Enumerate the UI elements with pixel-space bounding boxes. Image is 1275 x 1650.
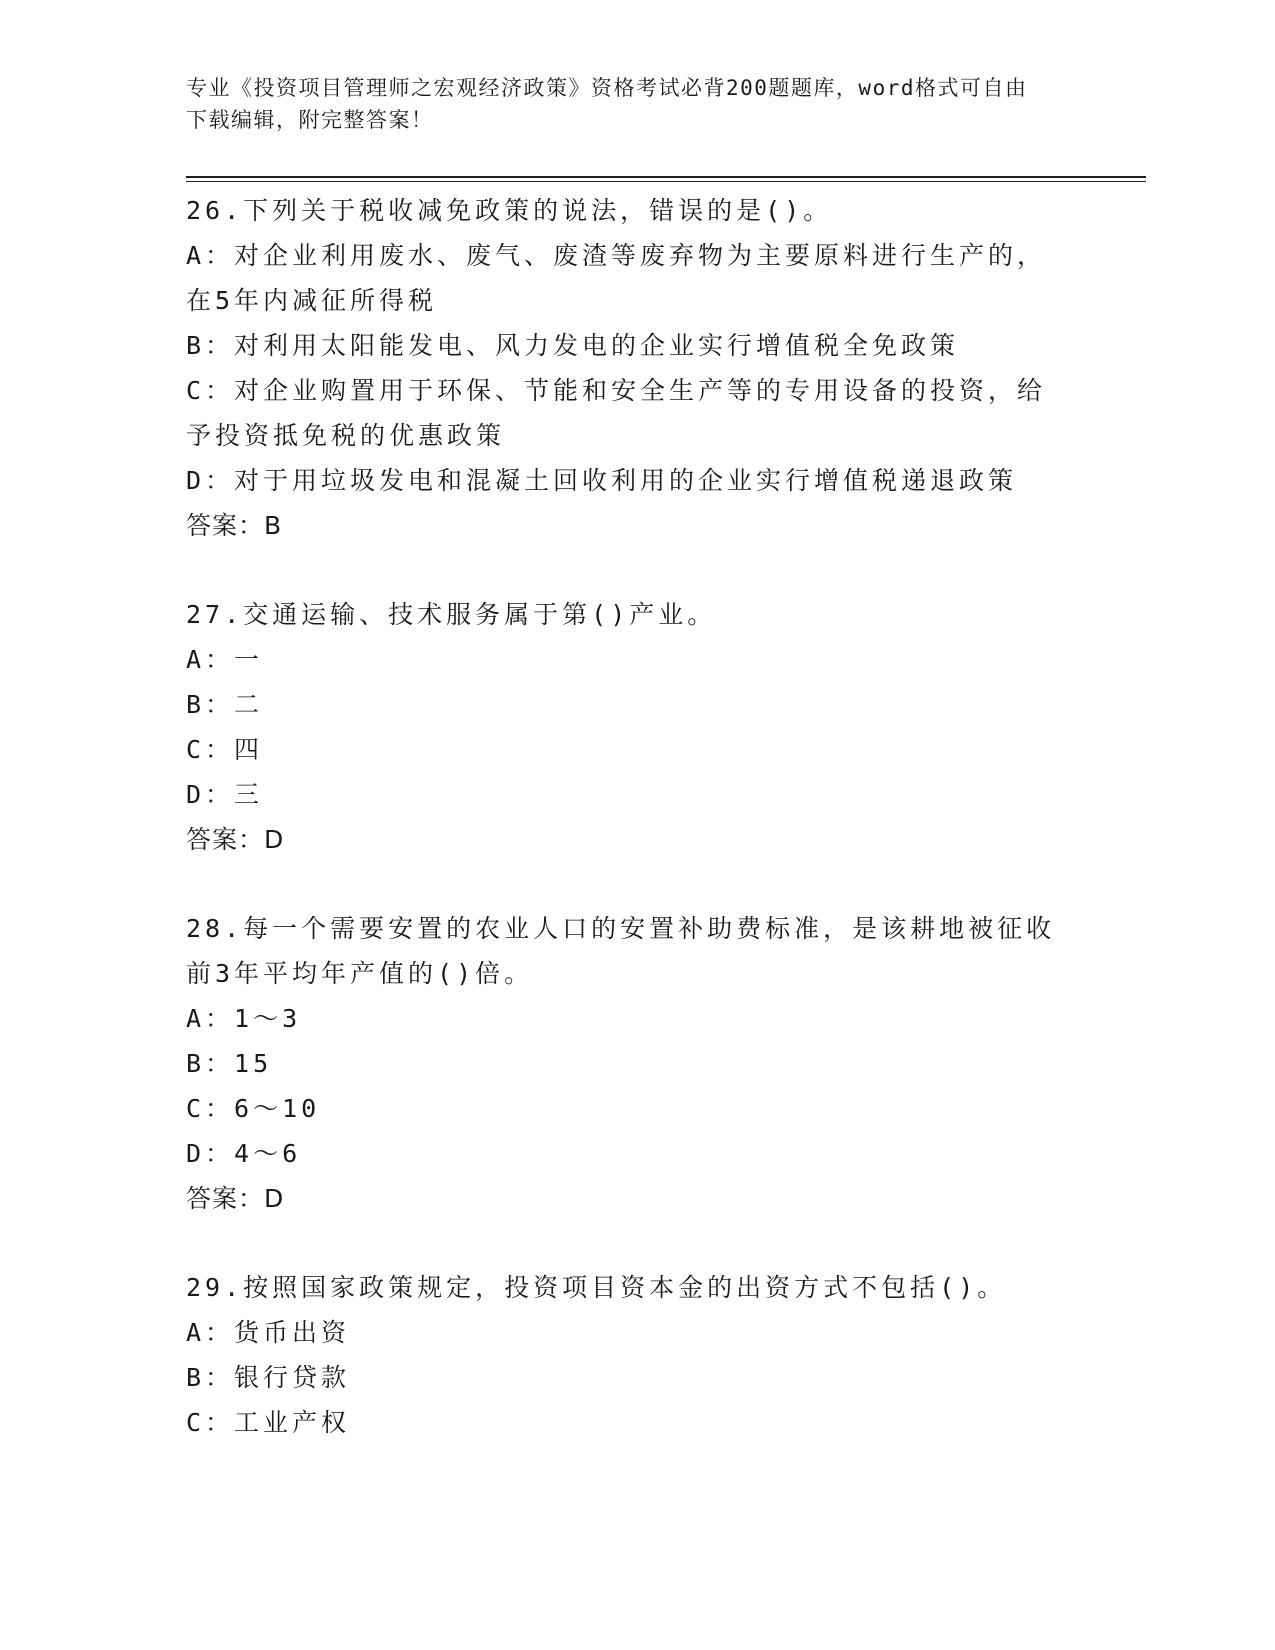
option-a: A：1～3 [186, 1004, 302, 1033]
divider-thin-line [186, 181, 1146, 182]
answer-value: D [264, 825, 285, 854]
question-item [186, 1265, 1146, 1445]
option-c: C：对企业购置用于环保、节能和安全生产等的专用设备的投资，给予投资抵免税的优惠政策 [186, 376, 1047, 450]
answer-line [186, 503, 1146, 548]
document-page [186, 72, 1146, 1489]
answer-label: 答案： [186, 825, 265, 854]
option-c: C：6～10 [186, 1094, 321, 1123]
answer-line [186, 817, 1146, 862]
answer-label: 答案： [186, 511, 265, 540]
option-a: A：对企业利用废水、废气、废渣等废弃物为主要原料进行生产的，在5年内减征所得税 [186, 241, 1047, 315]
option-c: C：四 [186, 735, 264, 764]
option-d: D：对于用垃圾发电和混凝土回收利用的企业实行增值税递退政策 [186, 466, 1018, 495]
option-a: A：货币出资 [186, 1318, 351, 1347]
option-a: A：一 [186, 645, 264, 674]
question-item [186, 188, 1146, 548]
document-header: 专业《投资项目管理师之宏观经济政策》资格考试必背200题题库，word格式可自由下载编辑，附完整答案！ [186, 76, 1028, 132]
question-stem: 27.交通运输、技术服务属于第()产业。 [186, 600, 717, 629]
question-item [186, 592, 1146, 862]
answer-value: B [264, 511, 283, 540]
question-stem: 28.每一个需要安置的农业人口的安置补助费标准，是该耕地被征收前3年平均年产值的()倍。 [186, 914, 1056, 988]
option-b: B：对利用太阳能发电、风力发电的企业实行增值税全免政策 [186, 331, 960, 360]
option-b: B：二 [186, 690, 264, 719]
question-item [186, 906, 1146, 1221]
option-d: D：三 [186, 780, 264, 809]
question-stem: 29.按照国家政策规定，投资项目资本金的出资方式不包括()。 [186, 1273, 1007, 1302]
option-c: C：工业产权 [186, 1408, 351, 1437]
option-d: D：4～6 [186, 1139, 302, 1168]
answer-line [186, 1176, 1146, 1221]
header-divider [186, 176, 1146, 182]
question-stem: 26.下列关于税收减免政策的说法，错误的是()。 [186, 196, 833, 225]
divider-thick-line [186, 176, 1146, 178]
answer-label: 答案： [186, 1184, 265, 1213]
question-list [186, 188, 1146, 1445]
option-b: B：银行贷款 [186, 1363, 351, 1392]
option-b: B：15 [186, 1049, 273, 1078]
answer-value: D [264, 1184, 285, 1213]
